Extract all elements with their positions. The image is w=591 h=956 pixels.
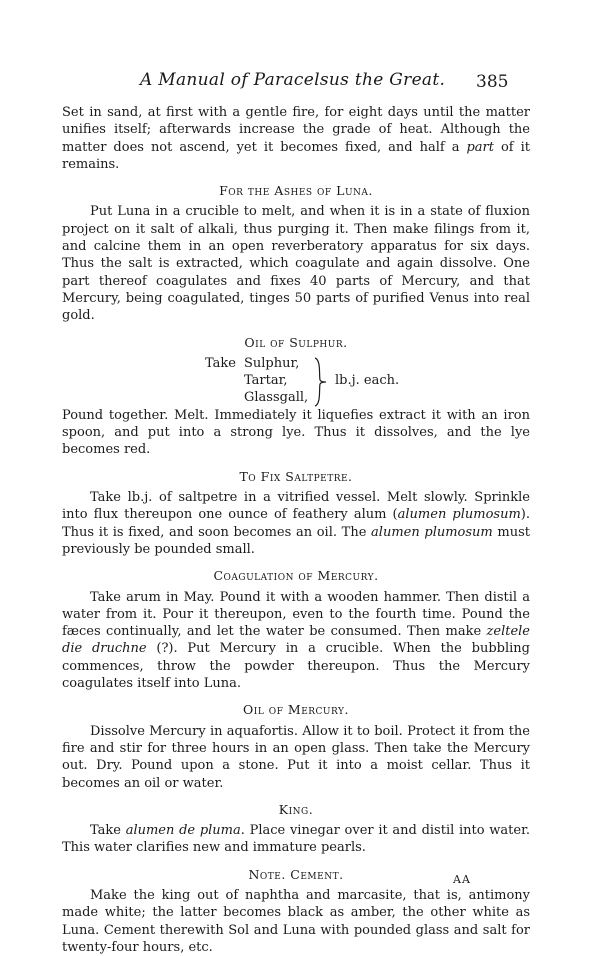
- saltpetre-text-3: must previously be pounded small.: [62, 524, 530, 557]
- ingredient-item: Sulphur,: [244, 355, 300, 371]
- recipe-quantity: lb.j. each.: [335, 372, 400, 388]
- heading-oil-of-mercury: Oil of Mercury.: [243, 702, 349, 718]
- paragraph-coagulation-of-mercury: [62, 589, 530, 693]
- recipe-take: Take: [205, 355, 236, 371]
- heading-coagulation-of-mercury: Coagulation of Mercury.: [213, 568, 379, 584]
- paragraph-king: [62, 822, 530, 857]
- heading-oil-of-sulphur: Oil of Sulphur.: [244, 334, 348, 350]
- coagulation-text-2: (?). Put Mercury in a crucible. When the bubbling commences, throw the powder thereupon. Thus the Mercury coagulates itself into Luna.: [62, 641, 530, 692]
- curly-brace-icon: [312, 357, 328, 407]
- running-head: [0, 70, 591, 96]
- saltpetre-text-1: Take lb.j. of saltpetre in a vitrified vessel. Melt slowly. Sprinkle into flux thereupon one ounce of feathery alum (: [62, 490, 530, 523]
- page-number: 385: [476, 72, 509, 92]
- king-text-2: . Place vinegar over it and distil into water. This water clarifies new and immature pearls.: [62, 823, 530, 856]
- intro-text-2: of it remains.: [62, 139, 530, 172]
- ingredient-list: [62, 355, 530, 407]
- intro-italic: part: [466, 139, 494, 155]
- king-text-1: Take: [90, 823, 126, 839]
- paragraph-oil-of-mercury: Dissolve Mercury in aquafortis. Allow it to boil. Protect it from the fire and stir for three hours in an open glass. Then take the Mercury out. Dry. Pound upon a stone. Put it into a moist cellar. Thus it becomes an oil or water.: [62, 723, 530, 791]
- coagulation-text-1: Take arum in May. Pound it with a wooden hammer. Then distil a water from it. Pour it thereupon, even to the fourth time. Pound the fæces continually, and let the water be consumed. Then make: [62, 589, 530, 640]
- ingredient-item: Tartar,: [244, 372, 288, 388]
- heading-note-cement: Note. Cement.: [248, 866, 344, 882]
- heading-ashes-of-luna: For the Ashes of Luna.: [219, 183, 373, 199]
- paragraph-fix-saltpetre: [62, 489, 530, 558]
- signature-mark: AA: [453, 873, 471, 886]
- body-text: [62, 104, 530, 956]
- king-italic-1: alumen de pluma: [125, 823, 241, 839]
- ingredient-item: Glassgall,: [244, 389, 309, 405]
- coagulation-italic-1: zeltele die druchne: [62, 624, 530, 657]
- paragraph-note-cement: Make the king out of naphtha and marcasite, that is, antimony made white; the latter becomes black as amber, the other white as Luna. Cement therewith Sol and Luna with pounded glass and salt for twenty-four hours, etc.: [62, 887, 530, 955]
- intro-text-1: Set in sand, at first with a gentle fire, for eight days until the matter unifies itself; afterwards increase the grade of heat. Although the matter does not ascend, yet it becomes fixed, and half a: [62, 105, 530, 155]
- heading-king: King.: [278, 801, 314, 817]
- running-title: A Manual of Paracelsus the Great.: [140, 70, 446, 90]
- paragraph-ashes-of-luna: Put Luna in a crucible to melt, and when it is in a state of fluxion project on it salt of alkali, thus purging it. Then make filings from it, and calcine them in an open reverberatory apparatus for six days. Thus the salt is extracted, which coagulate and again dissolve. One part thereof coagulates and fixes 40 parts of Mercury, and that Mercury, being coagulated, tinges 50 parts of purified Venus into real gold.: [62, 204, 530, 324]
- intro-paragraph: [62, 104, 530, 173]
- paragraph-oil-of-sulphur: Pound together. Melt. Immediately it liquefies extract it with an iron spoon, and put into a strong lye. Thus it dissolves, and the lye becomes red.: [62, 407, 530, 458]
- saltpetre-text-2: ). Thus it is fixed, and soon becomes an oil. The: [62, 507, 531, 540]
- saltpetre-italic-2: alumen plumosum: [371, 524, 493, 540]
- heading-fix-saltpetre: To Fix Saltpetre.: [239, 468, 353, 484]
- saltpetre-italic-1: alumen plumosum: [397, 507, 521, 523]
